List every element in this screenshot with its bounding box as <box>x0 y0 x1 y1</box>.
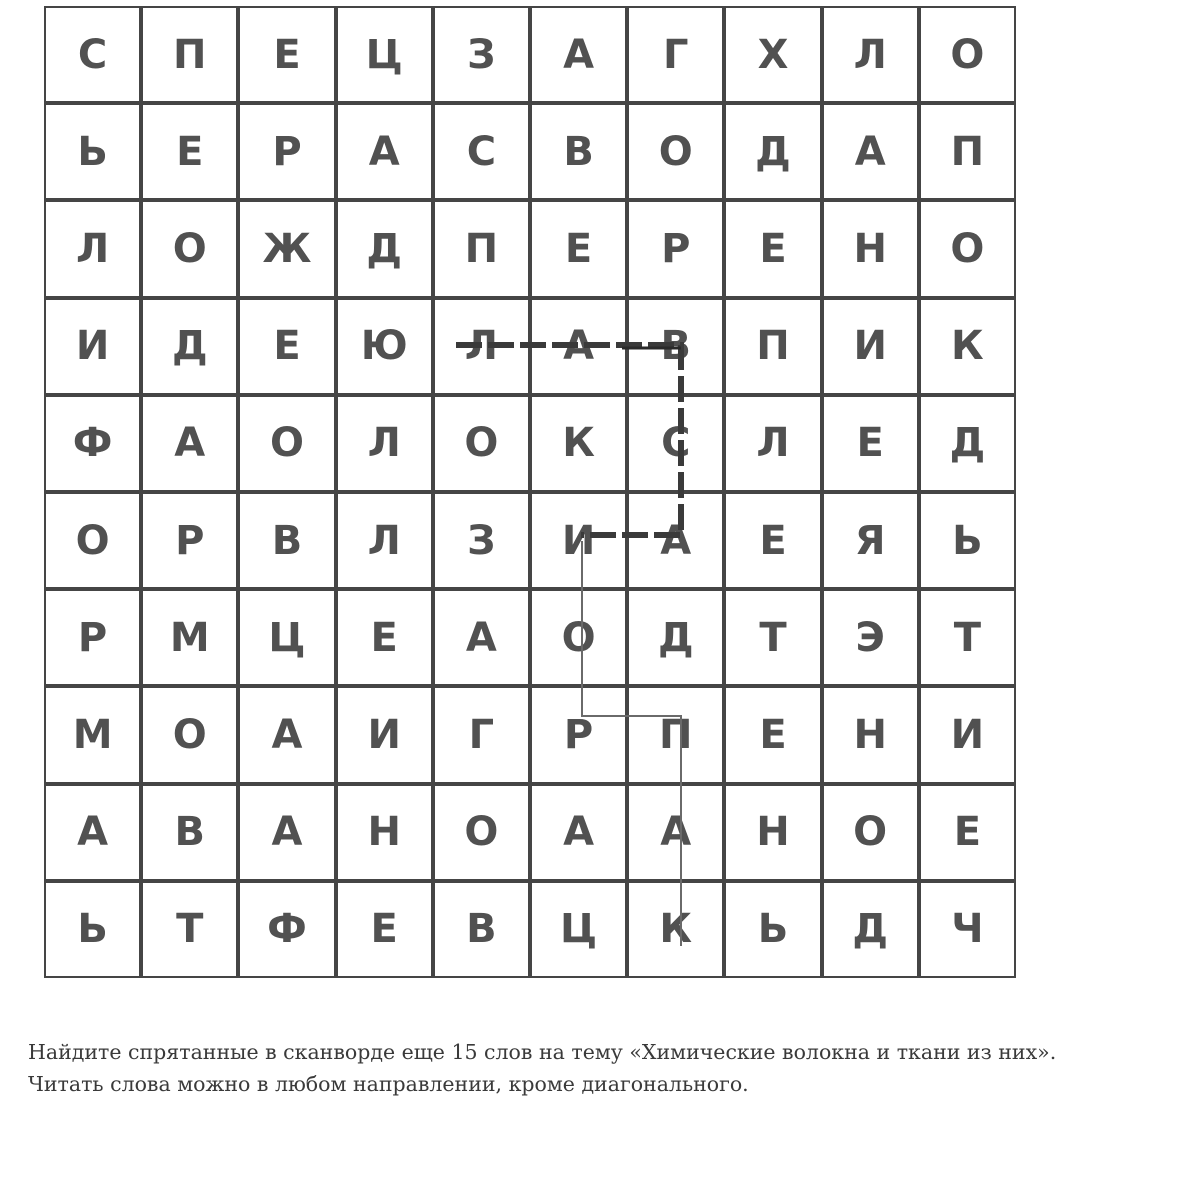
grid-cell[interactable]: Ч <box>919 881 1016 978</box>
grid-cell[interactable]: А <box>530 784 627 881</box>
grid-cell[interactable]: В <box>627 298 724 395</box>
grid-row <box>44 200 1016 297</box>
grid-row <box>44 589 1016 686</box>
grid-cell[interactable]: О <box>141 686 238 783</box>
grid-row <box>44 103 1016 200</box>
grid-cell[interactable]: С <box>627 395 724 492</box>
grid-cell[interactable]: В <box>433 881 530 978</box>
grid-row <box>44 6 1016 103</box>
grid-cell[interactable]: Р <box>530 686 627 783</box>
grid-cell[interactable]: З <box>433 492 530 589</box>
grid-cell[interactable]: Е <box>530 200 627 297</box>
grid-cell[interactable]: Е <box>238 298 335 395</box>
grid-cell[interactable]: Д <box>919 395 1016 492</box>
grid-cell[interactable]: О <box>433 784 530 881</box>
grid-cell[interactable]: А <box>433 589 530 686</box>
grid-cell[interactable]: А <box>627 492 724 589</box>
grid-cell[interactable]: С <box>433 103 530 200</box>
grid-cell[interactable]: П <box>919 103 1016 200</box>
grid-cell[interactable]: Л <box>433 298 530 395</box>
grid-cell[interactable]: К <box>919 298 1016 395</box>
grid-cell[interactable]: И <box>44 298 141 395</box>
puzzle-instructions <box>28 1036 1188 1100</box>
grid-cell[interactable]: А <box>822 103 919 200</box>
grid-cell[interactable]: Э <box>822 589 919 686</box>
grid-cell[interactable]: И <box>919 686 1016 783</box>
grid-cell[interactable]: В <box>141 784 238 881</box>
grid-cell[interactable]: Ф <box>44 395 141 492</box>
grid-cell[interactable]: П <box>627 686 724 783</box>
grid-cell[interactable]: Я <box>822 492 919 589</box>
grid-cell[interactable]: Л <box>822 6 919 103</box>
grid-cell[interactable]: Ц <box>336 6 433 103</box>
grid-cell[interactable]: И <box>530 492 627 589</box>
grid-row <box>44 686 1016 783</box>
grid-cell[interactable]: О <box>238 395 335 492</box>
grid-cell[interactable]: А <box>44 784 141 881</box>
grid-cell[interactable]: А <box>336 103 433 200</box>
grid-cell[interactable]: Е <box>141 103 238 200</box>
grid-cell[interactable]: А <box>141 395 238 492</box>
grid-cell[interactable]: Е <box>724 492 821 589</box>
grid-cell[interactable]: К <box>627 881 724 978</box>
grid-cell[interactable]: Х <box>724 6 821 103</box>
grid-cell[interactable]: М <box>44 686 141 783</box>
word-search-puzzle <box>44 6 1016 978</box>
grid-cell[interactable]: Г <box>627 6 724 103</box>
grid-cell[interactable]: В <box>530 103 627 200</box>
grid-cell[interactable]: Е <box>919 784 1016 881</box>
grid-cell[interactable]: Ф <box>238 881 335 978</box>
grid-row <box>44 492 1016 589</box>
grid-cell[interactable]: Е <box>724 686 821 783</box>
grid-cell[interactable]: О <box>919 6 1016 103</box>
grid-cell[interactable]: Д <box>724 103 821 200</box>
grid-cell[interactable]: Е <box>724 200 821 297</box>
grid-cell[interactable]: О <box>530 589 627 686</box>
grid-cell[interactable]: О <box>433 395 530 492</box>
grid-cell[interactable]: Ь <box>44 881 141 978</box>
grid-cell[interactable]: Ь <box>724 881 821 978</box>
instructions-line-2: Читать слова можно в любом направлении, кроме диагонального. <box>28 1072 749 1096</box>
grid-cell[interactable]: Н <box>822 686 919 783</box>
grid-cell[interactable]: Н <box>822 200 919 297</box>
grid-cell[interactable]: П <box>433 200 530 297</box>
grid-cell[interactable]: П <box>141 6 238 103</box>
grid-cell[interactable]: Ь <box>44 103 141 200</box>
grid-cell[interactable]: А <box>530 6 627 103</box>
grid-cell[interactable]: Д <box>627 589 724 686</box>
grid-cell[interactable]: М <box>141 589 238 686</box>
grid-cell[interactable]: Л <box>336 492 433 589</box>
grid-cell[interactable]: Л <box>44 200 141 297</box>
grid-cell[interactable]: С <box>44 6 141 103</box>
grid-cell[interactable]: Е <box>238 6 335 103</box>
grid-cell[interactable]: Д <box>822 881 919 978</box>
grid-cell[interactable]: Р <box>141 492 238 589</box>
grid-cell[interactable]: О <box>919 200 1016 297</box>
grid-cell[interactable]: Е <box>336 881 433 978</box>
grid-cell[interactable]: Ь <box>919 492 1016 589</box>
grid-cell[interactable]: О <box>627 103 724 200</box>
grid-cell[interactable]: Д <box>141 298 238 395</box>
grid-cell[interactable]: Е <box>336 589 433 686</box>
instructions-line-1: Найдите спрятанные в сканворде еще 15 слов на тему «Химические волокна и ткани из них». <box>28 1040 1057 1064</box>
grid-cell[interactable]: О <box>822 784 919 881</box>
grid-cell[interactable]: И <box>822 298 919 395</box>
grid-cell[interactable]: Т <box>919 589 1016 686</box>
grid-cell[interactable]: Г <box>433 686 530 783</box>
grid-cell[interactable]: Л <box>724 395 821 492</box>
grid-cell[interactable]: А <box>530 298 627 395</box>
grid-cell[interactable]: А <box>238 686 335 783</box>
grid-cell[interactable]: Р <box>238 103 335 200</box>
grid-cell[interactable]: Н <box>336 784 433 881</box>
grid-cell[interactable]: Л <box>336 395 433 492</box>
grid-cell[interactable]: К <box>530 395 627 492</box>
grid-row <box>44 881 1016 978</box>
grid-cell[interactable]: А <box>627 784 724 881</box>
grid-cell[interactable]: О <box>44 492 141 589</box>
grid-cell[interactable]: В <box>238 492 335 589</box>
grid-cell[interactable]: Ц <box>238 589 335 686</box>
grid-cell[interactable]: Н <box>724 784 821 881</box>
grid-cell[interactable]: П <box>724 298 821 395</box>
grid-cell[interactable]: Ю <box>336 298 433 395</box>
grid-cell[interactable]: Т <box>141 881 238 978</box>
grid-row <box>44 298 1016 395</box>
grid-cell[interactable]: А <box>238 784 335 881</box>
grid-cell[interactable]: Д <box>336 200 433 297</box>
grid-cell[interactable]: О <box>141 200 238 297</box>
grid-cell[interactable]: Е <box>822 395 919 492</box>
grid-cell[interactable]: Т <box>724 589 821 686</box>
grid-cell[interactable]: З <box>433 6 530 103</box>
grid-cell[interactable]: Р <box>44 589 141 686</box>
grid-cell[interactable]: И <box>336 686 433 783</box>
grid-cell[interactable]: Ц <box>530 881 627 978</box>
grid-row <box>44 784 1016 881</box>
grid-cell[interactable]: Ж <box>238 200 335 297</box>
grid-row <box>44 395 1016 492</box>
grid-cell[interactable]: Р <box>627 200 724 297</box>
